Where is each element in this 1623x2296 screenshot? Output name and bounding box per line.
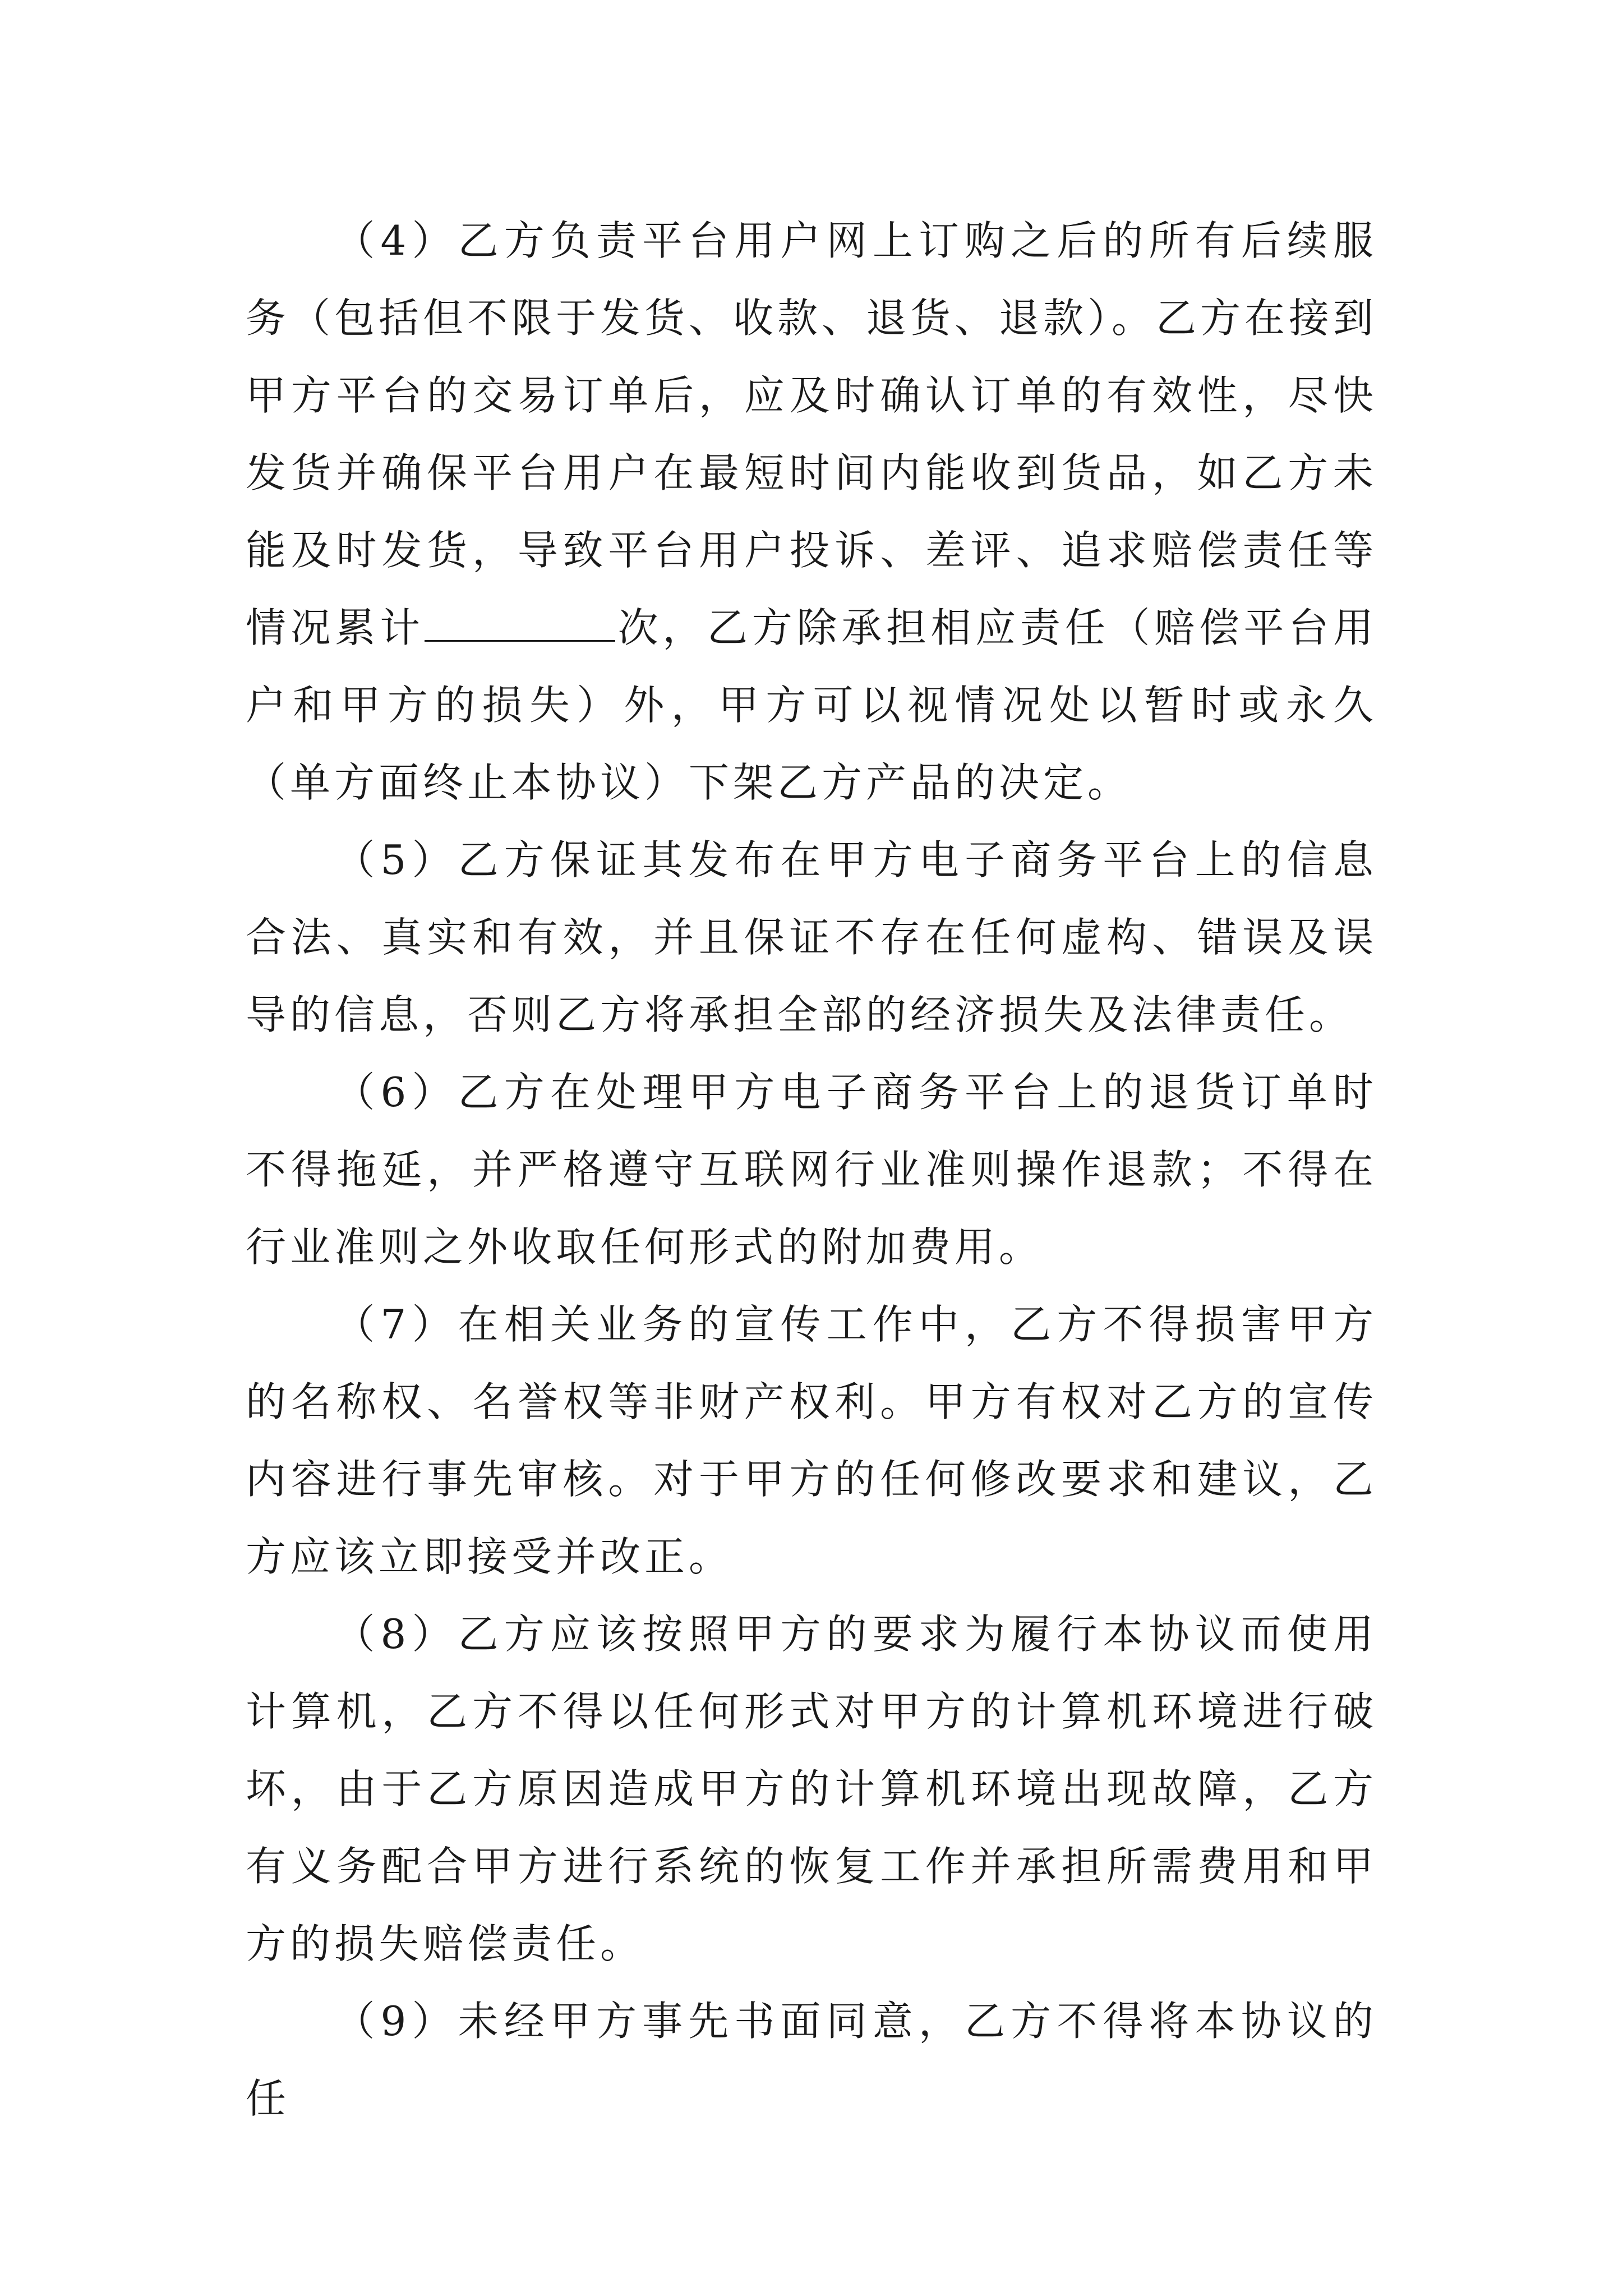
document-body — [246, 202, 1377, 2137]
clause-8-paragraph: （8）乙方应该按照甲方的要求为履行本协议而使用计算机，乙方不得以任何形式对甲方的计算机环境进行破坏，由于乙方原因造成甲方的计算机环境出现故障，乙方有义务配合甲方进行系统的恢复工作并承担所需费用和甲方的损失赔偿责任。 — [246, 1611, 1377, 1967]
clause-9-paragraph: （9）未经甲方事先书面同意，乙方不得将本协议的任 — [246, 1998, 1377, 2122]
clause-6-paragraph: （6）乙方在处理甲方电子商务平台上的退货订单时不得拖延，并严格遵守互联网行业准则操作退款；不得在行业准则之外收取任何形式的附加费用。 — [246, 1069, 1377, 1271]
clause-4-paragraph — [246, 202, 1377, 821]
clause-4-count-blank — [425, 606, 615, 642]
clause-4-text-after: 次，乙方除承担相应责任（赔偿平台用户和甲方的损失）外，甲方可以视情况处以暂时或永久（单方面终止本协议）下架乙方产品的决定。 — [246, 604, 1377, 806]
clause-5-paragraph: （5）乙方保证其发布在甲方电子商务平台上的信息合法、真实和有效，并且保证不存在任何虚构、错误及误导的信息，否则乙方将承担全部的经济损失及法律责任。 — [246, 836, 1377, 1038]
clause-7-paragraph: （7）在相关业务的宣传工作中，乙方不得损害甲方的名称权、名誉权等非财产权利。甲方有权对乙方的宣传内容进行事先审核。对于甲方的任何修改要求和建议，乙方应该立即接受并改正。 — [246, 1301, 1377, 1580]
clause-4-text-before: （4）乙方负责平台用户网上订购之后的所有后续服务（包括但不限于发货、收款、退货、退款）。乙方在接到甲方平台的交易订单后，应及时确认订单的有效性，尽快发货并确保平台用户在最短时间内能收到货品，如乙方未能及时发货，导致平台用户投诉、差评、追求赔偿责任等情况累计 — [246, 217, 1378, 651]
